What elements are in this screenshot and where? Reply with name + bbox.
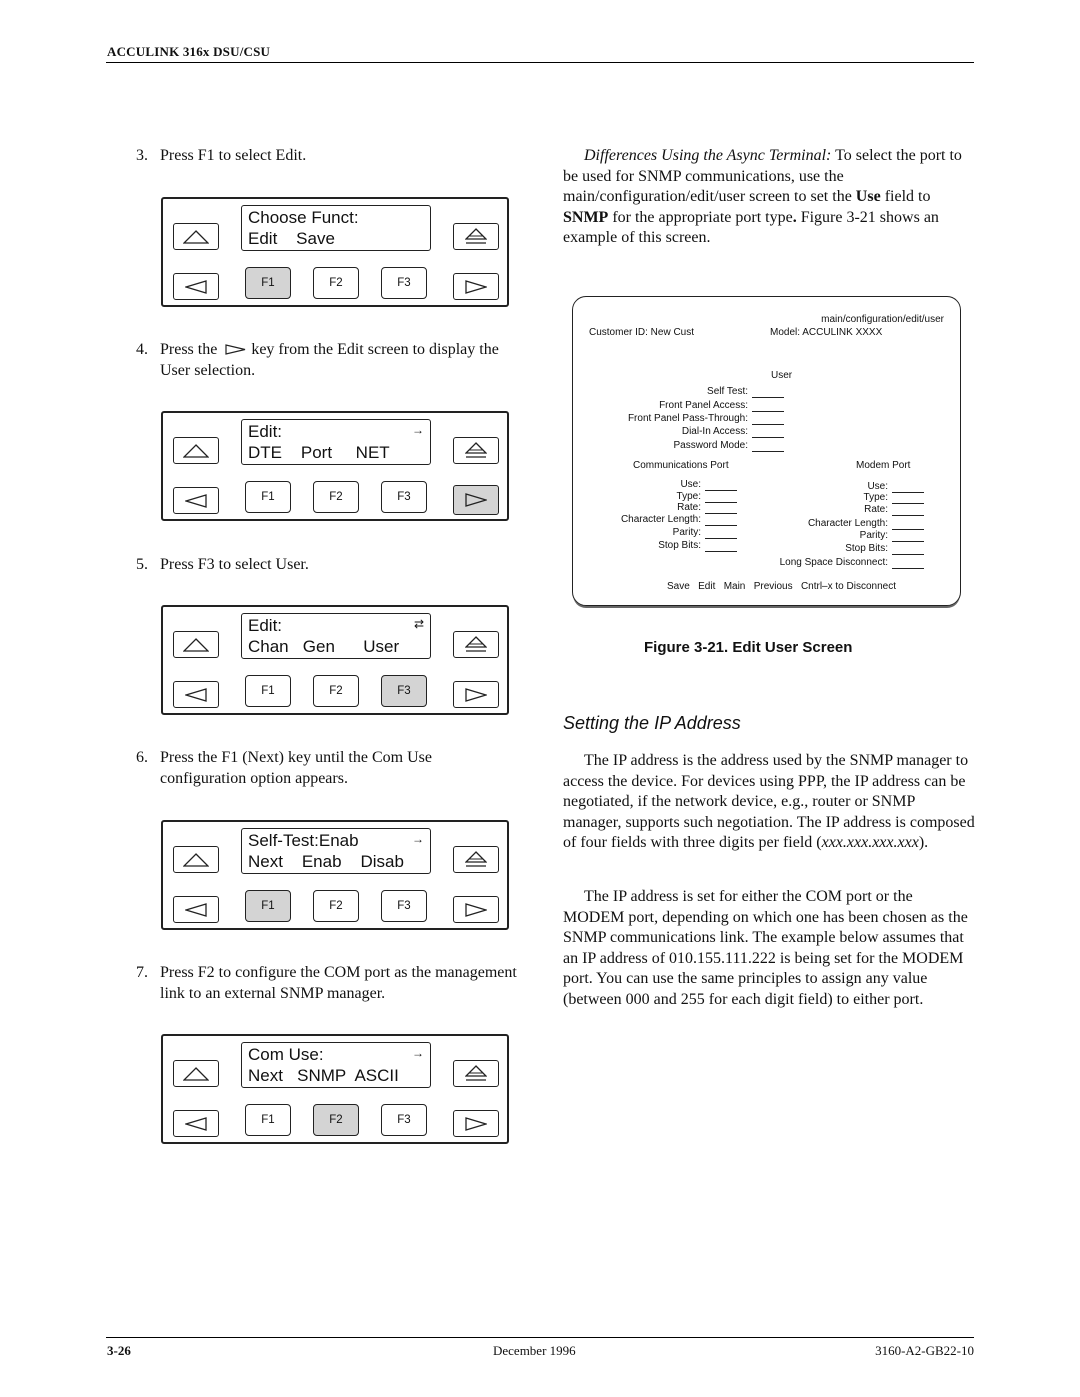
lcd-line-1 (248, 422, 430, 443)
user-field (659, 400, 784, 412)
user-field (628, 413, 784, 425)
field-blank[interactable] (892, 545, 924, 555)
comm-port-title: Communications Port (633, 460, 729, 471)
scroll-arrow-icon: → (412, 832, 424, 846)
step-text: Press F1 to select Edit. (160, 147, 307, 164)
page-number: 3-26 (107, 1343, 131, 1358)
up-arrow-key[interactable] (173, 846, 219, 873)
comm-field (673, 527, 737, 539)
lcd-line-1: Choose Funct: (248, 208, 359, 227)
double-up-triangle-icon (465, 851, 487, 869)
intro-bold-use: Use (855, 188, 881, 205)
up-triangle-icon (183, 853, 209, 867)
step-text (160, 340, 520, 381)
double-up-triangle-icon (465, 636, 487, 654)
step-text: Press F3 to select User. (160, 556, 309, 573)
lcd-line-1-text: Edit: (248, 422, 283, 441)
step-6 (136, 748, 516, 792)
user-field-label: Self Test: (707, 386, 748, 397)
scroll-arrow-icon: → (412, 1046, 424, 1060)
intro-text: field to (880, 188, 931, 205)
step-text: Press F2 to configure the COM port as the management link to an external SNMP manager. (160, 964, 517, 1002)
intro-text: Figure 3-21 shows an example of this screen. (563, 208, 939, 246)
comm-field (658, 540, 737, 552)
modem-field (780, 557, 924, 569)
lcd-line-1-text: Self-Test:Enab (248, 831, 359, 850)
up-triangle-icon (183, 638, 209, 652)
user-title: User (771, 370, 793, 381)
scroll-both-icon: ⇄ (413, 617, 424, 631)
screen-function-menu[interactable]: Save Edit Main Previous Cntrl–x to Disconnect (667, 581, 896, 592)
front-panel-2 (161, 411, 509, 521)
lcd-line-2: Next SNMP ASCII (248, 1066, 399, 1085)
front-panel-3 (161, 605, 509, 715)
f1-key[interactable]: F1 (245, 890, 291, 922)
right-triangle-icon (465, 280, 487, 294)
left-triangle-icon (185, 688, 207, 702)
left-triangle-icon (185, 494, 207, 508)
lcd-display (241, 419, 431, 465)
f2-key[interactable]: F2 (313, 675, 359, 707)
user-field-label: Password Mode: (673, 440, 748, 451)
modem-field-label: Long Space Disconnect: (779, 557, 888, 568)
modem-field-label: Use: (867, 481, 888, 492)
double-up-triangle-icon (465, 1065, 487, 1083)
f3-key[interactable]: F3 (381, 675, 427, 707)
f2-key[interactable]: F2 (313, 890, 359, 922)
user-field-label: Dial-In Access: (681, 426, 748, 437)
terminal-screen (572, 296, 961, 606)
modem-field (845, 543, 924, 555)
f2-key[interactable]: F2 (313, 267, 359, 299)
home-key[interactable] (453, 1060, 499, 1087)
comm-field (621, 514, 737, 526)
front-panel-1 (161, 197, 509, 307)
right-triangle-icon (225, 344, 247, 355)
lcd-line-2: Next Enab Disab (248, 852, 404, 871)
field-blank[interactable] (752, 428, 784, 438)
step-5 (136, 555, 516, 577)
para-text: The IP address is the address used by the SNMP manager to access the device. For devices using PPP, the IP address can be negotiated, if the network device, e.g., router or SNMP manager, supports such negotiation. The IP address is composed of four fields with three digits per field ( (563, 752, 975, 851)
double-up-triangle-icon (465, 442, 487, 460)
modem-field-label: Stop Bits: (845, 543, 888, 554)
lcd-display (241, 1042, 431, 1088)
comm-field (680, 479, 737, 491)
modem-field (864, 504, 924, 516)
up-triangle-icon (183, 444, 209, 458)
front-panel-5 (161, 1034, 509, 1144)
field-blank[interactable] (892, 559, 924, 569)
step-4 (136, 340, 516, 384)
figure-caption: Figure 3-21. Edit User Screen (644, 639, 853, 656)
lcd-display (241, 613, 431, 659)
comm-field-label: Type: (676, 491, 701, 502)
up-triangle-icon (183, 1067, 209, 1081)
intro-text: for the appropriate port type (608, 208, 793, 226)
f3-key[interactable]: F3 (381, 481, 427, 513)
field-blank[interactable] (892, 506, 924, 516)
right-arrow-key[interactable] (453, 485, 499, 515)
front-panel-4 (161, 820, 509, 930)
ip-format: xxx.xxx.xxx.xxx (821, 834, 919, 851)
comm-field-label: Parity: (672, 527, 701, 538)
footer-rule (106, 1337, 974, 1338)
user-field-label: Front Panel Pass-Through: (627, 413, 748, 424)
ip-paragraph-1 (563, 751, 975, 854)
step-text-post: key from the Edit screen to display the User selection. (160, 341, 499, 379)
comm-field-label: Stop Bits: (658, 540, 701, 551)
home-key[interactable] (453, 437, 499, 464)
lcd-line-1-text: Com Use: (248, 1045, 324, 1064)
para-text: ). (918, 834, 929, 851)
left-triangle-icon (185, 903, 207, 917)
modem-field (860, 530, 924, 542)
left-arrow-key[interactable] (173, 896, 219, 923)
modem-field-label: Character Length: (807, 518, 888, 529)
intro-paragraph (563, 146, 975, 249)
intro-italic: Differences Using the Async Terminal: (584, 147, 832, 164)
scroll-arrow-icon: → (412, 423, 424, 437)
modem-field (864, 492, 924, 504)
step-number: 3. (136, 147, 148, 164)
f1-key[interactable]: F1 (245, 481, 291, 513)
field-blank[interactable] (892, 520, 924, 530)
comm-field-label: Character Length: (620, 514, 701, 525)
section-heading: Setting the IP Address (563, 713, 741, 733)
right-triangle-icon (465, 688, 487, 702)
document-number: 3160-A2-GB22-10 (875, 1343, 974, 1358)
customer-id: Customer ID: New Cust (589, 327, 695, 338)
left-arrow-key[interactable] (173, 487, 219, 514)
right-triangle-icon (465, 903, 487, 917)
right-arrow-key[interactable] (453, 1110, 499, 1137)
left-arrow-key[interactable] (173, 681, 219, 708)
field-blank[interactable] (892, 532, 924, 542)
comm-field-label: Use: (680, 479, 701, 490)
field-blank[interactable] (705, 516, 737, 526)
lcd-line-2: Chan Gen User (248, 637, 400, 656)
field-blank[interactable] (752, 388, 784, 398)
left-arrow-key[interactable] (173, 273, 219, 300)
lcd-line-1 (248, 1045, 430, 1066)
step-7 (136, 963, 516, 1007)
lcd-display (241, 828, 431, 874)
f3-key[interactable]: F3 (381, 1104, 427, 1136)
step-number: 4. (136, 341, 148, 358)
right-arrow-key[interactable] (453, 681, 499, 708)
left-triangle-icon (185, 1117, 207, 1131)
field-blank[interactable] (892, 494, 924, 504)
up-triangle-icon (183, 230, 209, 244)
lcd-line-1 (248, 831, 430, 852)
comm-field-label: Rate: (677, 502, 701, 513)
ip-paragraph-2: The IP address is set for either the COM port or the MODEM port, depending on which one has been chosen as the SNMP communications link. The example below assumes that an IP address of 010.155.111.222 is being set for the MODEM port. You can use the same principles to assign any value (between 000 and 255 for each digit field) to either port. (563, 888, 968, 1008)
footer-date: December 1996 (493, 1343, 576, 1358)
left-triangle-icon (185, 280, 207, 294)
intro-bold-snmp: SNMP (563, 208, 609, 226)
modem-field (808, 518, 924, 530)
user-field (707, 386, 784, 398)
screen-path: main/configuration/edit/user (821, 314, 944, 325)
f1-key[interactable]: F1 (245, 1104, 291, 1136)
up-arrow-key[interactable] (173, 631, 219, 658)
field-blank[interactable] (752, 442, 784, 452)
lcd-display (241, 205, 431, 251)
modem-field-label: Rate: (864, 504, 888, 515)
step-text: Press the F1 (Next) key until the Com Use configuration option appears. (160, 749, 432, 787)
f2-key[interactable]: F2 (313, 481, 359, 513)
left-arrow-key[interactable] (173, 1110, 219, 1137)
lcd-line-1 (248, 616, 430, 637)
up-arrow-key[interactable] (173, 437, 219, 464)
user-field-label: Front Panel Access: (659, 400, 748, 411)
double-up-triangle-icon (465, 228, 487, 246)
step-number: 5. (136, 556, 148, 573)
f1-key[interactable]: F1 (245, 267, 291, 299)
modem-field-label: Type: (863, 492, 888, 503)
step-text-pre: Press the (160, 341, 218, 358)
f3-key[interactable]: F3 (381, 267, 427, 299)
modem-field-label: Parity: (859, 530, 888, 541)
step-number: 6. (136, 749, 148, 766)
intro-text: To select the port to be used for SNMP communications, use the main/configuration/edit/user screen to set the (563, 147, 962, 205)
field-blank[interactable] (752, 415, 784, 425)
intro-bold-period: . (792, 208, 797, 226)
right-triangle-icon (465, 1117, 487, 1131)
comm-field (677, 502, 737, 514)
field-blank[interactable] (752, 402, 784, 412)
running-header: ACCULINK 316x DSU/CSU (107, 44, 271, 59)
home-key[interactable] (453, 223, 499, 250)
field-blank[interactable] (705, 504, 737, 514)
step-number: 7. (136, 964, 148, 981)
user-field (674, 440, 784, 452)
field-blank[interactable] (705, 542, 737, 552)
lcd-line-2: Edit Save (248, 229, 335, 248)
modem-port-title: Modem Port (856, 460, 911, 471)
f2-key[interactable]: F2 (313, 1104, 359, 1136)
right-arrow-key[interactable] (453, 896, 499, 923)
home-key[interactable] (453, 846, 499, 873)
right-triangle-icon (465, 493, 487, 507)
right-arrow-key[interactable] (453, 273, 499, 300)
header-rule (106, 62, 974, 63)
up-arrow-key[interactable] (173, 223, 219, 250)
user-field (682, 426, 784, 438)
f3-key[interactable]: F3 (381, 890, 427, 922)
step-3 (136, 146, 516, 168)
f1-key[interactable]: F1 (245, 675, 291, 707)
field-blank[interactable] (705, 481, 737, 491)
model-label: Model: ACCULINK XXXX (770, 327, 883, 338)
lcd-line-1-text: Edit: (248, 616, 283, 635)
up-arrow-key[interactable] (173, 1060, 219, 1087)
home-key[interactable] (453, 631, 499, 658)
field-blank[interactable] (705, 529, 737, 539)
lcd-line-2: DTE Port NET (248, 443, 390, 462)
